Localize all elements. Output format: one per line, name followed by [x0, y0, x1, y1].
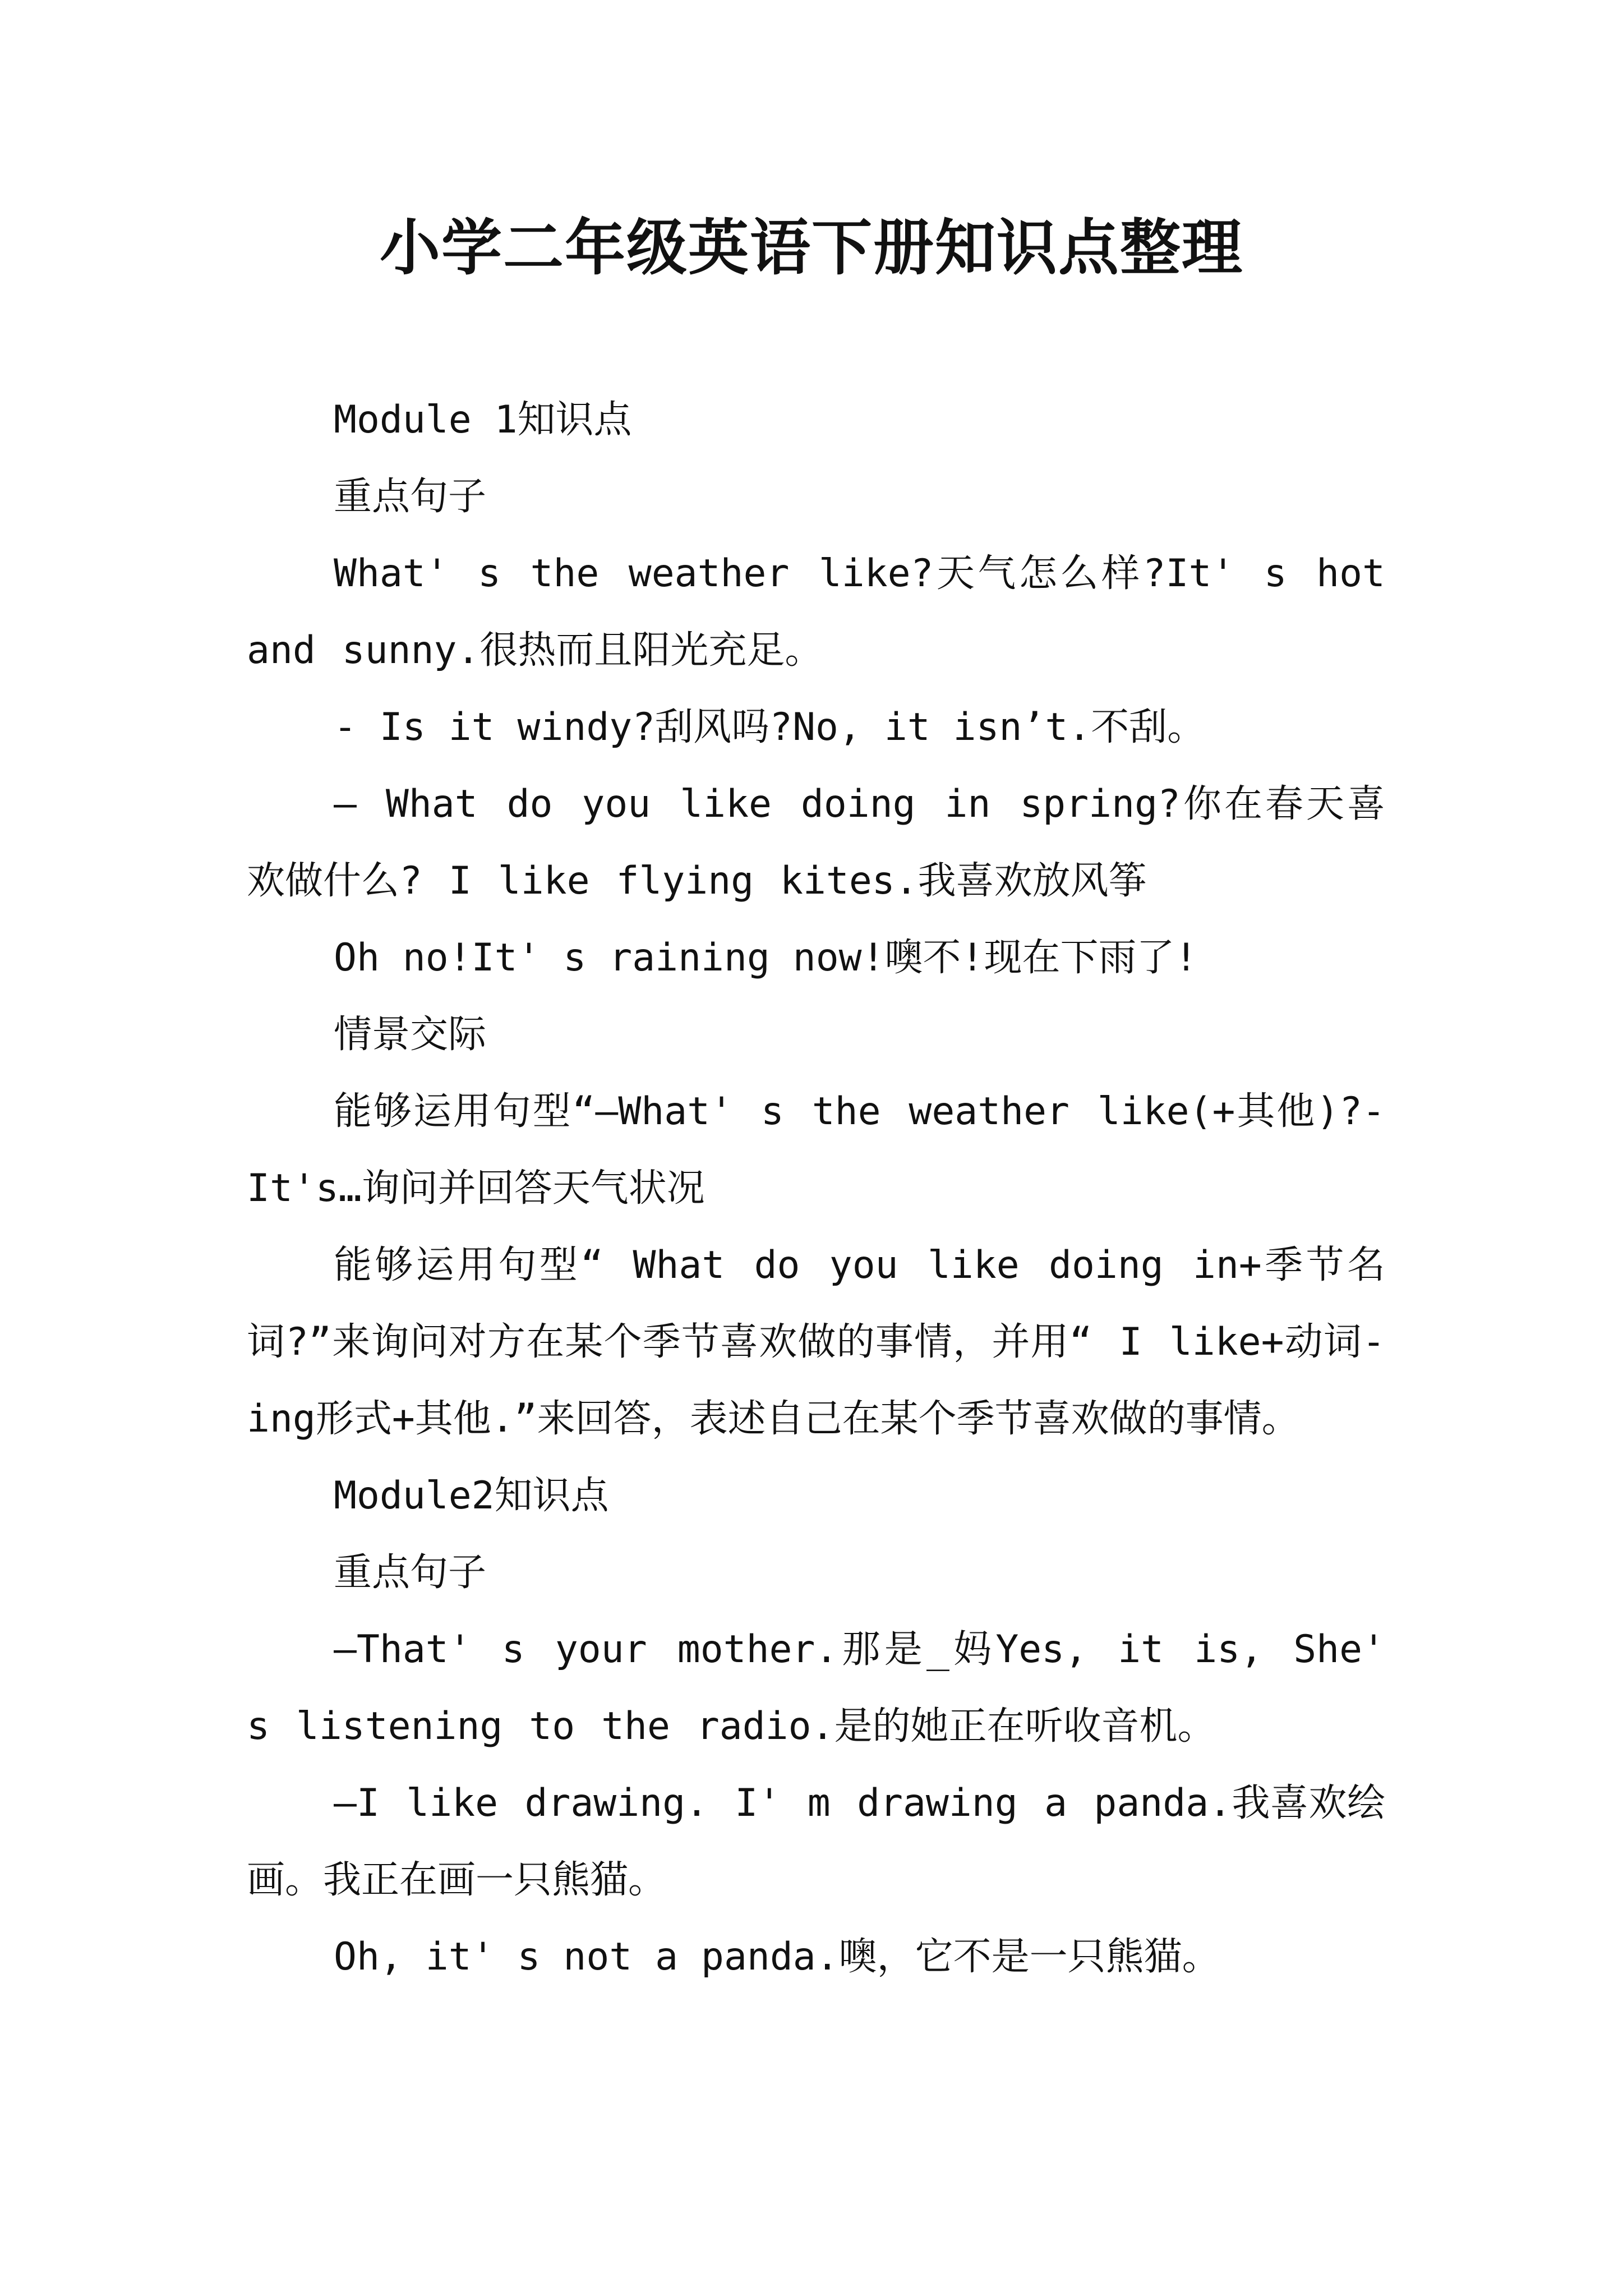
paragraph: Oh no!It' s raining now!噢不!现在下雨了!: [334, 936, 1198, 980]
subheading-key-sentences: 重点句子: [334, 475, 487, 519]
paragraph: - Is it windy?刮风吗?No, it isn’t.不刮。: [334, 705, 1206, 749]
paragraph: What' s the weather like?天气怎么样?It' s hot and sunny.很热而且阳光充足。: [247, 551, 1385, 673]
section-heading-module-2: Module2知识点: [334, 1474, 609, 1518]
paragraph: —I like drawing. I' m drawing a panda.我喜欢绘画。我正在画一只熊猫。: [247, 1781, 1385, 1902]
paragraph: 能够运用句型“—What' s the weather like(+其他)?-It's…询问并回答天气状况: [247, 1089, 1385, 1211]
subheading-situational-communication: 情景交际: [334, 1013, 487, 1057]
subheading-key-sentences: 重点句子: [334, 1550, 487, 1595]
paragraph: Oh, it' s not a panda.噢，它不是一只熊猫。: [334, 1935, 1220, 1979]
paragraph: — What do you like doing in spring?你在春天喜欢做什么? I like flying kites.我喜欢放风筝: [247, 782, 1385, 903]
page-title: 小学二年级英语下册知识点整理: [379, 213, 1243, 283]
paragraph: —That' s your mother.那是_妈Yes, it is, She' s listening to the radio.是的她正在听收音机。: [247, 1627, 1385, 1749]
document-body: [247, 381, 1385, 1995]
paragraph: 能够运用句型“ What do you like doing in+季节名词?”来询问对方在某个季节喜欢做的事情，并用“ I like+动词-ing形式+其他.”来回答，表述自己在某个季节喜欢做的事情。: [247, 1243, 1385, 1441]
section-heading-module-1: Module 1知识点: [334, 398, 632, 442]
